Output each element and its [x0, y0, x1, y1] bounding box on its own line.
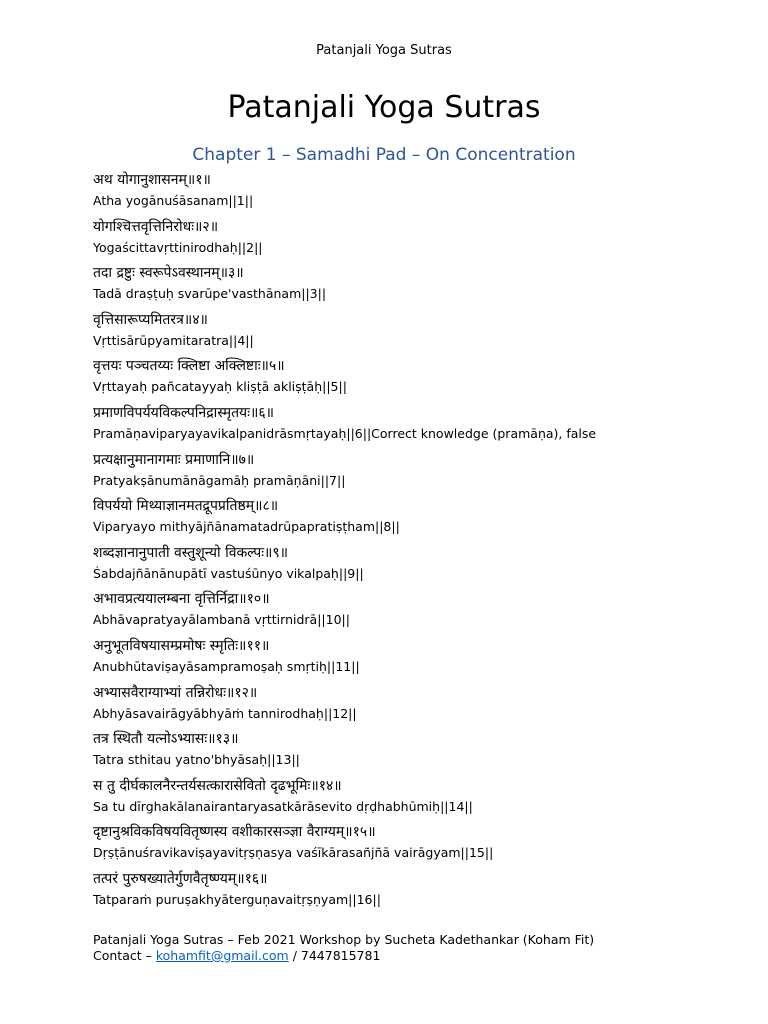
footer-contact-line	[93, 948, 594, 964]
page-title: Patanjali Yoga Sutras	[227, 90, 541, 125]
sutra-devanagari: अभावप्रत्ययालम्बना वृत्तिर्निद्रा॥१०॥	[93, 591, 270, 608]
sutra-transliteration: Atha yogānuśāsanam||1||	[93, 193, 254, 208]
sutra-item	[93, 450, 753, 497]
sutra-devanagari: प्रमाणविपर्ययविकल्पनिद्रास्मृतयः॥६॥	[93, 404, 275, 421]
sutra-item	[93, 356, 753, 403]
sutra-devanagari: योगश्चित्तवृत्तिनिरोधः॥२॥	[93, 218, 219, 235]
sutra-item	[93, 263, 753, 310]
sutra-devanagari: दृष्टानुश्रविकविषयवितृष्णस्य वशीकारसञ्ज्ञा वैराग्यम्॥१५॥	[93, 824, 376, 841]
sutra-item	[93, 170, 753, 217]
sutra-transliteration: Viparyayo mithyājñānamatadrūpapratiṣṭham||8||	[93, 519, 400, 535]
sutra-devanagari: वृत्तिसारूप्यमितरत्र॥४॥	[93, 311, 208, 328]
page-footer	[93, 932, 594, 964]
sutra-devanagari: स तु दीर्घकालनैरन्तर्यसत्कारासेवितो दृढभूमिः॥१४॥	[93, 777, 342, 794]
sutra-item	[93, 636, 753, 683]
chapter-subtitle: Chapter 1 – Samadhi Pad – On Concentration	[192, 145, 576, 165]
sutra-transliteration: Abhyāsavairāgyābhyāṁ tannirodhaḥ||12||	[93, 705, 357, 721]
sutra-item	[93, 403, 753, 450]
sutra-transliteration: Anubhūtaviṣayāsampramoṣaḥ smṛtiḥ||11||	[93, 658, 360, 674]
phone-number: / 7447815781	[288, 948, 381, 963]
sutra-transliteration: Dṛṣṭānuśravikaviṣayavitṛṣṇasya vaśīkārasañjñā vairāgyam||15||	[93, 845, 494, 861]
sutra-devanagari: अनुभूतविषयासम्प्रमोषः स्मृतिः॥११॥	[93, 637, 270, 654]
sutra-transliteration: Tadā draṣṭuḥ svarūpe'vasthānam||3||	[93, 286, 327, 302]
sutra-transliteration: Pramāṇaviparyayavikalpanidrāsmṛtayaḥ||6||Correct knowledge (pramāṇa), false	[93, 425, 597, 441]
sutra-devanagari: अभ्यासवैराग्याभ्यां तन्निरोधः॥१२॥	[93, 684, 258, 701]
sutra-item	[93, 822, 753, 869]
sutra-item	[93, 683, 753, 730]
email-link[interactable]: kohamfit@gmail.com	[155, 948, 289, 963]
sutra-item	[93, 310, 753, 357]
sutra-devanagari: विपर्ययो मिथ्याज्ञानमतद्रूपप्रतिष्ठम्॥८॥	[93, 498, 279, 515]
sutra-item	[93, 543, 753, 590]
sutra-item	[93, 217, 753, 264]
sutra-devanagari: प्रत्यक्षानुमानागमाः प्रमाणानि॥७॥	[93, 451, 255, 468]
sutra-transliteration: Abhāvapratyayālambanā vṛttirnidrā||10||	[93, 612, 350, 628]
sutra-item	[93, 729, 753, 776]
sutra-devanagari: तत्र स्थितौ यत्नोऽभ्यासः॥१३॥	[93, 731, 239, 748]
sutra-devanagari: तत्परं पुरुषख्यातेर्गुणवैतृष्ण्यम्॥१६॥	[93, 870, 268, 887]
sutra-item	[93, 869, 753, 916]
sutra-devanagari: अथ योगानुशासनम्॥१॥	[93, 172, 211, 188]
sutra-item	[93, 496, 753, 543]
sutra-transliteration: Tatra sthitau yatno'bhyāsaḥ||13||	[93, 752, 300, 768]
running-header: Patanjali Yoga Sutras	[316, 43, 452, 58]
sutra-transliteration: Vṛttisārūpyamitaratra||4||	[93, 332, 254, 348]
sutra-transliteration: Śabdajñānānupātī vastuśūnyo vikalpaḥ||9||	[93, 565, 364, 581]
sutra-transliteration: Tatparaṁ puruṣakhyāterguṇavaitṛṣṇyam||16||	[93, 891, 381, 907]
footer-workshop-line: Patanjali Yoga Sutras – Feb 2021 Workshop by Sucheta Kadethankar (Koham Fit)	[93, 932, 595, 947]
sutra-devanagari: शब्दज्ञानानुपाती वस्तुशून्यो विकल्पः॥९॥	[93, 544, 289, 561]
sutra-item	[93, 776, 753, 823]
sutra-transliteration: Vṛttayaḥ pañcatayyaḥ kliṣṭā akliṣṭāḥ||5||	[93, 379, 347, 395]
sutra-devanagari: तदा द्रष्टुः स्वरूपेऽवस्थानम्॥३॥	[93, 265, 244, 282]
sutra-transliteration: Sa tu dīrghakālanairantaryasatkārāsevito dṛḍhabhūmiḥ||14||	[93, 798, 473, 814]
sutra-list	[93, 170, 753, 916]
sutra-item	[93, 589, 753, 636]
sutra-devanagari: वृत्तयः पञ्चतय्यः क्लिष्टा अक्लिष्टाः॥५॥	[93, 358, 285, 375]
contact-label: Contact –	[93, 948, 156, 963]
sutra-transliteration: Pratyakṣānumānāgamāḥ pramāṇāni||7||	[93, 472, 346, 488]
sutra-transliteration: Yogaścittavṛttinirodhaḥ||2||	[93, 239, 263, 255]
